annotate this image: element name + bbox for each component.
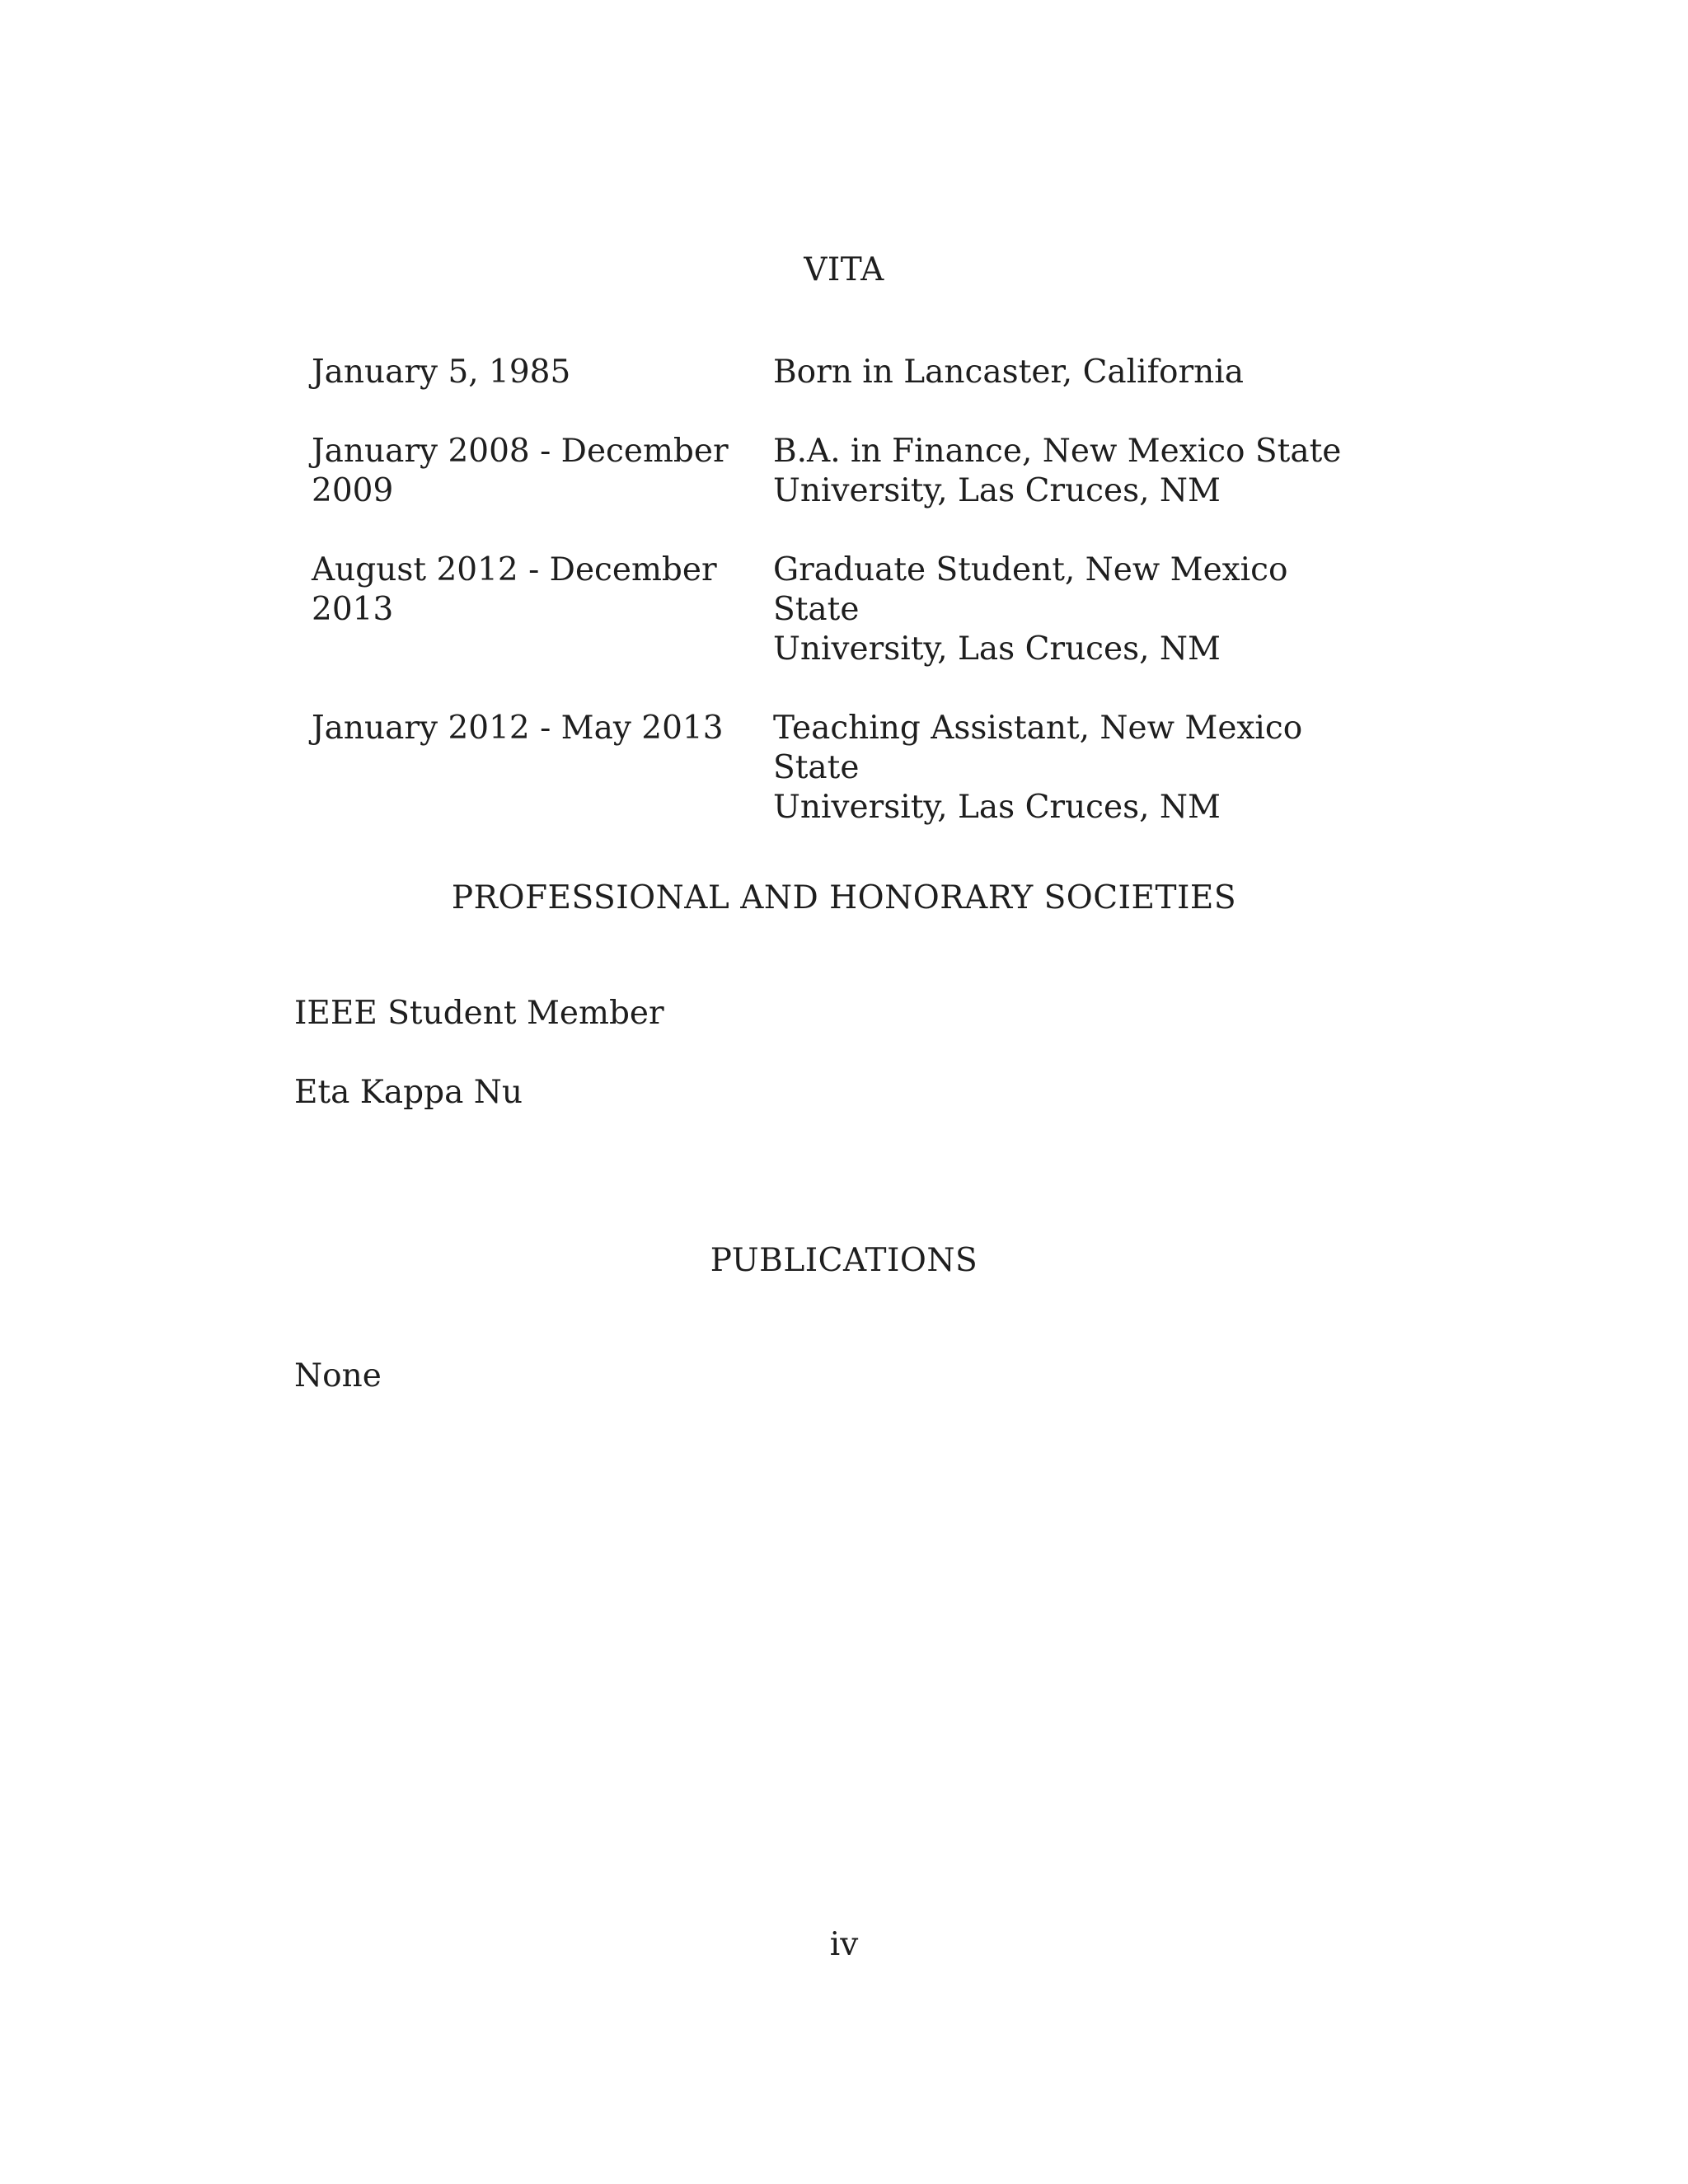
vita-entry-line: B.A. in Finance, New Mexico State [773,433,1342,470]
vita-table [312,353,1383,867]
vita-entry-line: Graduate Student, New Mexico State [773,551,1288,628]
vita-entry-birth [312,353,1383,392]
vita-entry-teaching [312,709,1383,827]
vita-entry-date: January 2008 - December 2009 [312,433,729,509]
publications-heading: PUBLICATIONS [710,1242,978,1279]
vita-entry-description [773,709,1383,827]
vita-entry-description [773,551,1383,669]
publications-body: None [294,1357,382,1394]
vita-entry-line: Teaching Assistant, New Mexico State [773,710,1303,786]
vita-entry-line: Born in Lancaster, California [773,354,1245,391]
societies-heading: PROFESSIONAL AND HONORARY SOCIETIES [451,879,1237,916]
vita-entry-graduate [312,551,1383,669]
vita-entry-date: January 5, 1985 [312,354,571,391]
society-item: Eta Kappa Nu [294,1074,523,1111]
society-item: IEEE Student Member [294,995,664,1032]
page-number: iv [829,1926,859,1963]
vita-entry-line: University, Las Cruces, NM [773,472,1221,509]
vita-heading: VITA [804,251,884,288]
vita-entry-description [773,353,1383,392]
vita-entry-date: August 2012 - December 2013 [312,551,717,628]
vita-entry-line: University, Las Cruces, NM [773,789,1221,826]
vita-entry-line: University, Las Cruces, NM [773,630,1221,668]
vita-entry-description [773,432,1383,511]
vita-entry-ba [312,432,1383,511]
vita-entry-date: January 2012 - May 2013 [312,710,724,747]
